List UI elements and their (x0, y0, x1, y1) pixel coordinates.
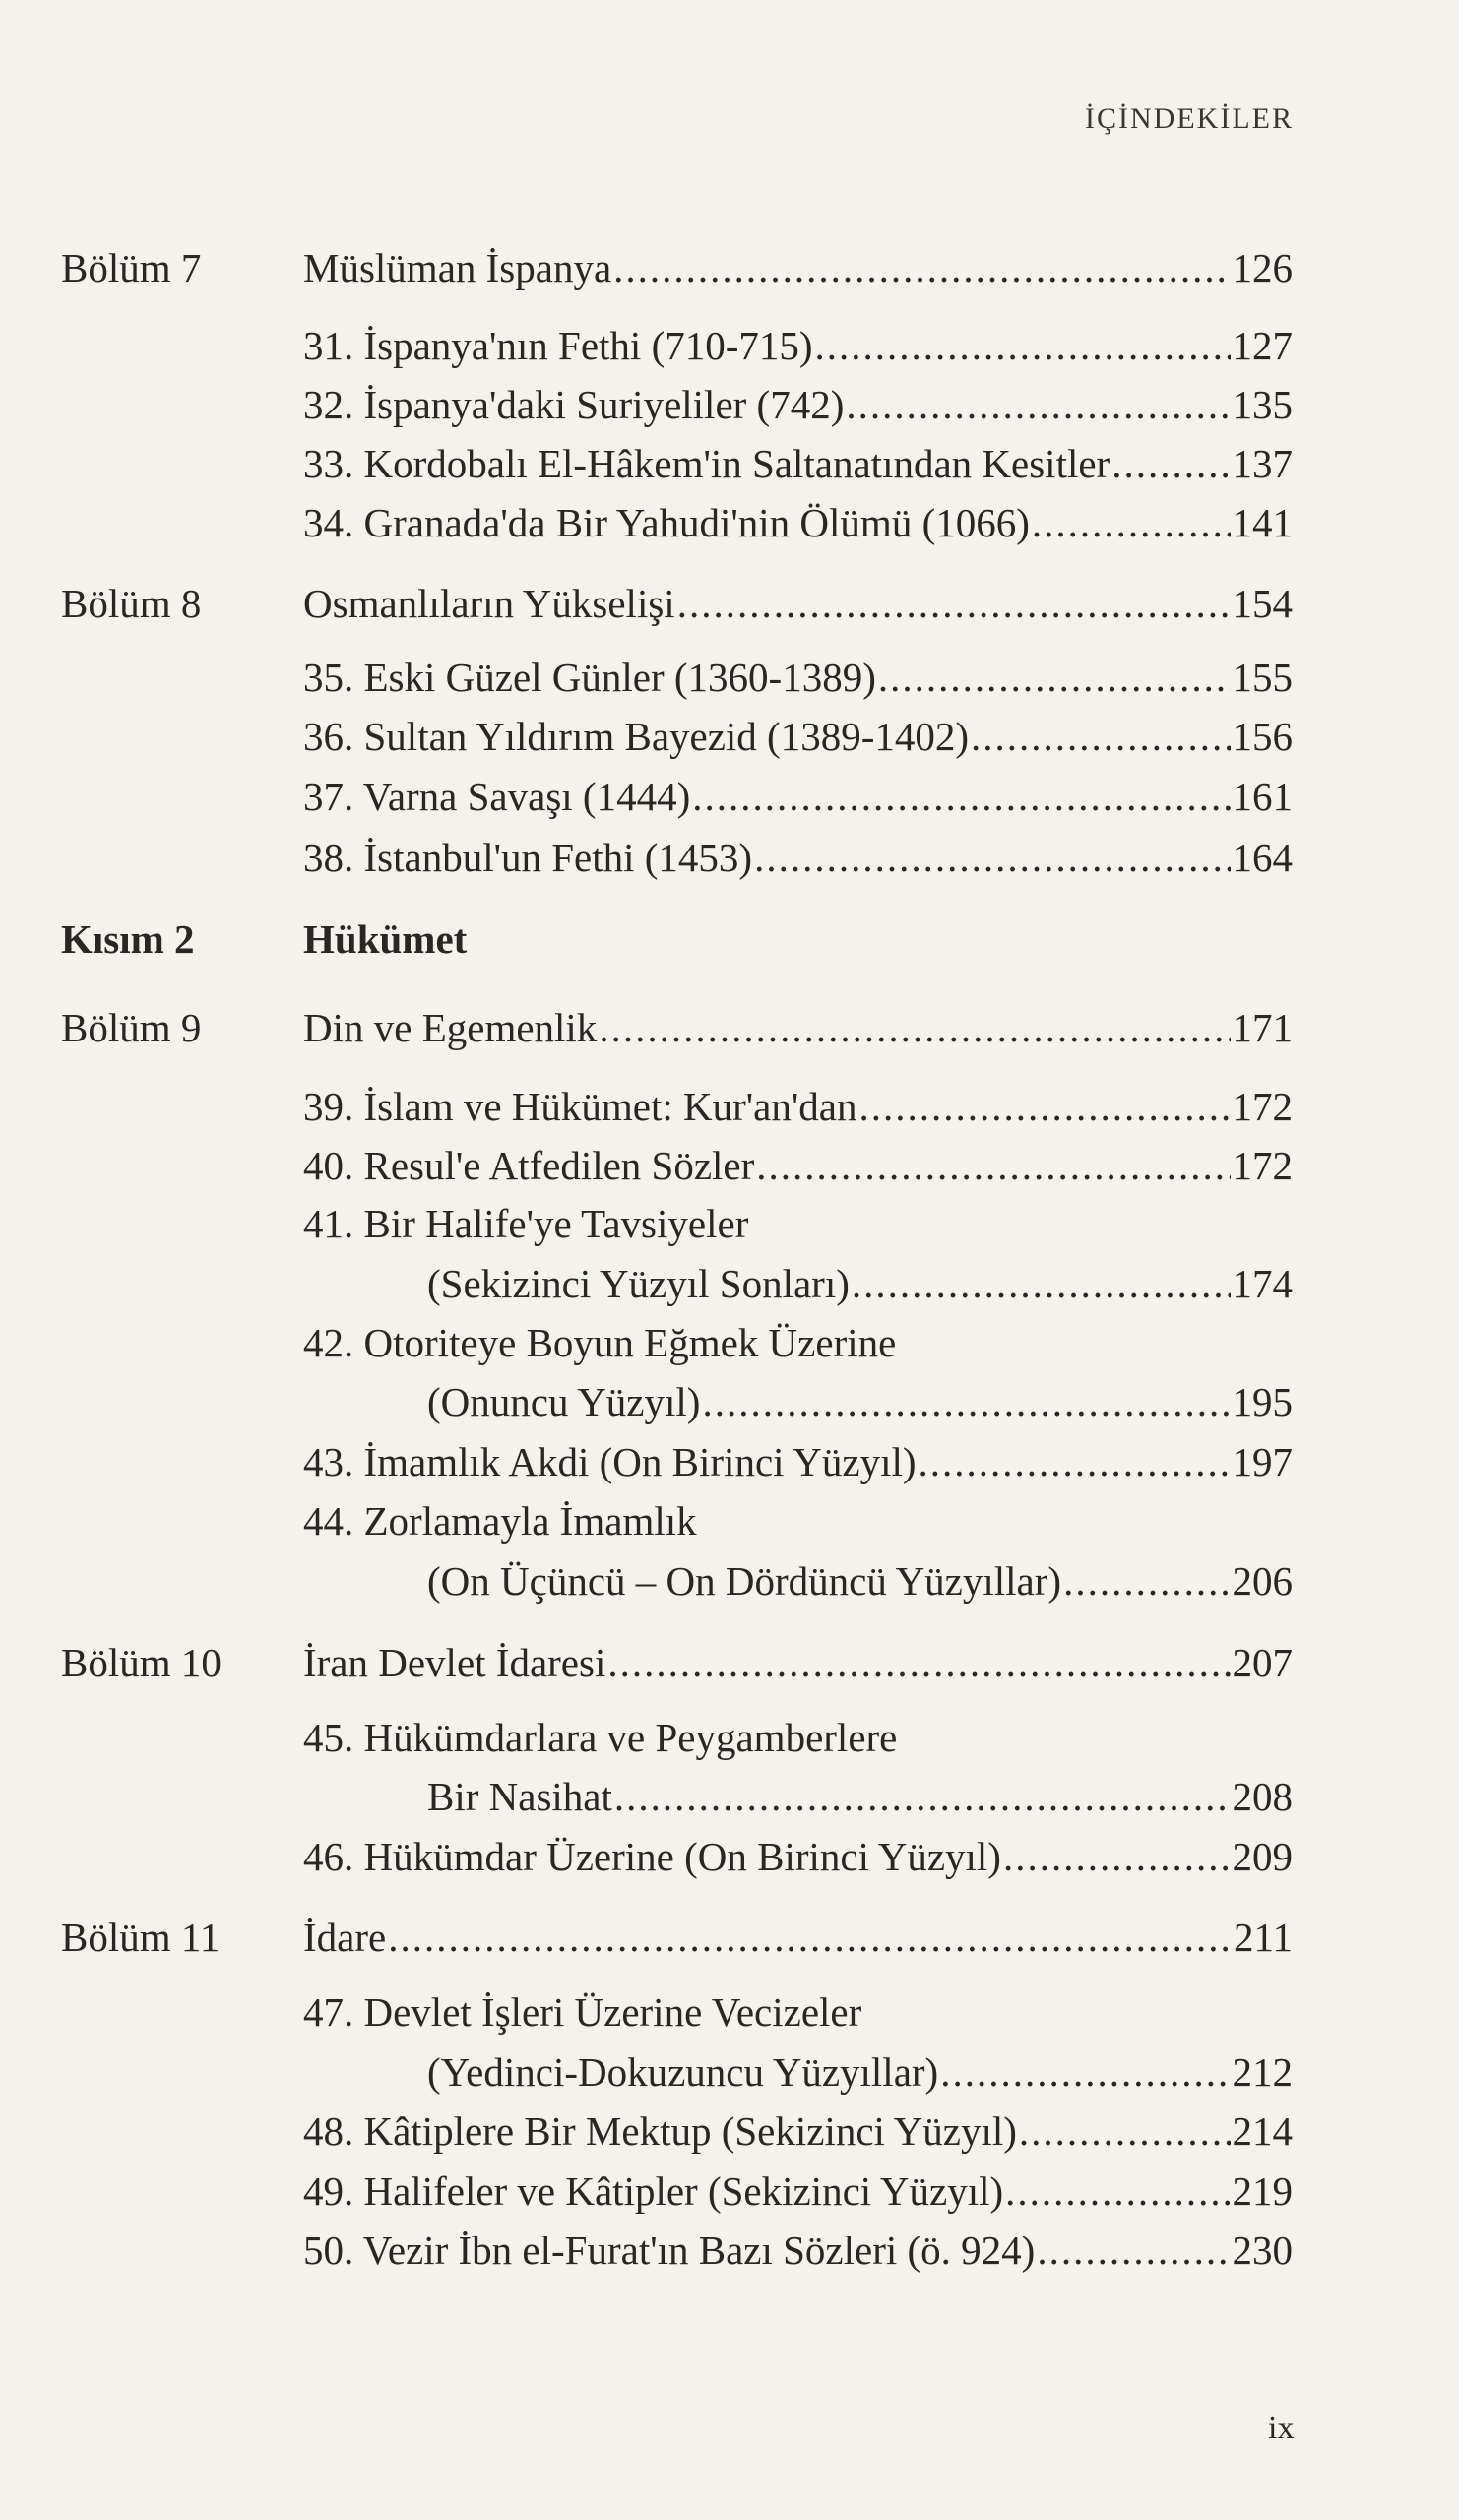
page-number: 161 (1232, 774, 1293, 819)
toc-row (0, 1984, 1459, 2040)
page-number: 154 (1232, 581, 1293, 626)
leader-dots (702, 1374, 1230, 1429)
toc-row (0, 1829, 1459, 1884)
leader-dots (852, 1256, 1231, 1311)
toc-row (0, 1635, 1459, 1690)
toc-row (0, 2223, 1459, 2278)
leader-dots (614, 1769, 1231, 1824)
leader-dots (1003, 1829, 1231, 1884)
leader-dots (599, 1000, 1230, 1055)
toc-entry-continuation[interactable] (427, 1374, 1293, 1429)
entry-title: 47. Devlet İşleri Üzerine Vecizeler (303, 1989, 862, 2035)
entry-title: 38. İstanbul'un Fethi (1453) (303, 835, 753, 880)
toc-row (0, 1315, 1459, 1370)
leader-dots (1037, 2223, 1230, 2278)
entry-title: 41. Bir Halife'ye Tavsiyeler (303, 1201, 749, 1246)
page-number: 172 (1232, 1084, 1293, 1129)
entry-title: 49. Halifeler ve Kâtipler (Sekizinci Yüzyıl) (303, 2169, 1004, 2214)
toc-entry[interactable] (303, 1984, 1293, 2040)
page-number: 197 (1232, 1439, 1293, 1484)
toc-entry[interactable] (303, 709, 1293, 764)
entry-title: Din ve Egemenlik (303, 1005, 598, 1050)
toc-row (0, 709, 1459, 764)
toc-row (0, 1196, 1459, 1251)
entry-title: 32. İspanya'daki Suriyeliler (742) (303, 382, 845, 427)
toc-entry[interactable] (303, 436, 1293, 491)
leader-dots (1005, 2164, 1230, 2219)
page-number: 230 (1232, 2228, 1293, 2273)
toc-entry[interactable] (303, 576, 1293, 631)
page-number: 207 (1232, 1640, 1293, 1685)
entry-title: 46. Hükümdar Üzerine (On Birinci Yüzyıl) (303, 1834, 1001, 1879)
page-number: 135 (1232, 382, 1293, 427)
toc-entry[interactable] (303, 1434, 1293, 1489)
entry-title: Müslüman İspanya (303, 245, 612, 290)
entry-title: 37. Varna Savaşı (1444) (303, 774, 691, 819)
leader-dots (1063, 1553, 1230, 1608)
entry-title: Osmanlıların Yükselişi (303, 581, 675, 626)
page-number: 206 (1232, 1558, 1293, 1604)
toc-entry[interactable] (303, 650, 1293, 705)
toc-row (0, 495, 1459, 550)
page-number: 214 (1232, 2109, 1293, 2154)
entry-title: 34. Granada'da Bir Yahudi'nin Ölümü (1066) (303, 500, 1030, 545)
chapter-label: Bölüm 10 (61, 1640, 222, 1685)
toc-entry[interactable] (303, 240, 1293, 295)
entry-title: 45. Hükümdarlara ve Peygamberlere (303, 1715, 898, 1760)
entry-title: (Onuncu Yüzyıl) (427, 1379, 701, 1424)
toc-row (0, 1079, 1459, 1134)
leader-dots (607, 1635, 1230, 1690)
page-number: 219 (1232, 2169, 1293, 2214)
entry-title: 31. İspanya'nın Fethi (710-715) (303, 323, 813, 368)
toc-row (0, 576, 1459, 631)
entry-title: 36. Sultan Yıldırım Bayezid (1389-1402) (303, 714, 970, 759)
page-number: 171 (1232, 1005, 1293, 1050)
page-number: 126 (1232, 245, 1293, 290)
toc-row (0, 830, 1459, 885)
entry-title: Hükümet (303, 916, 468, 962)
toc-row (0, 318, 1459, 373)
leader-dots (754, 830, 1230, 885)
toc-entry[interactable] (303, 1000, 1293, 1055)
toc-row (0, 436, 1459, 491)
leader-dots (1032, 495, 1231, 550)
toc-entry[interactable] (303, 1910, 1293, 1965)
page-number: 164 (1232, 835, 1293, 880)
entry-title: İdare (303, 1915, 387, 1960)
toc-row (0, 2104, 1459, 2159)
page-number: 156 (1232, 714, 1293, 759)
entry-title: (On Üçüncü – On Dördüncü Yüzyıllar) (427, 1558, 1062, 1604)
toc-entry[interactable] (303, 377, 1293, 432)
toc-row (0, 1769, 1459, 1824)
chapter-label: Bölüm 9 (61, 1005, 202, 1050)
page-number: 174 (1232, 1261, 1293, 1306)
toc-entry-continuation[interactable] (427, 2045, 1293, 2100)
toc-entry[interactable] (303, 2104, 1293, 2159)
page-number: 127 (1232, 323, 1293, 368)
leader-dots (388, 1910, 1232, 1965)
toc-entry[interactable] (303, 1829, 1293, 1884)
leader-dots (677, 576, 1231, 631)
toc-row (0, 1434, 1459, 1489)
toc-row (0, 1000, 1459, 1055)
chapter-label: Bölüm 11 (61, 1915, 221, 1960)
entry-title: 44. Zorlamayla İmamlık (303, 1498, 697, 1544)
toc-row (0, 1710, 1459, 1765)
toc-entry[interactable] (303, 495, 1293, 550)
entry-title: 50. Vezir İbn el-Furat'ın Bazı Sözleri (ö. 924) (303, 2228, 1036, 2273)
toc-entry-continuation[interactable] (427, 1769, 1293, 1824)
page-number: 141 (1232, 500, 1293, 545)
leader-dots (756, 1138, 1230, 1193)
toc-row (0, 1553, 1459, 1608)
toc-row (0, 240, 1459, 295)
toc-row (0, 1374, 1459, 1429)
toc-row (0, 650, 1459, 705)
leader-dots (919, 1434, 1231, 1489)
page-number: 195 (1232, 1379, 1293, 1424)
toc-entry[interactable] (303, 1315, 1293, 1370)
leader-dots (878, 650, 1231, 705)
page-number: 211 (1234, 1915, 1293, 1960)
leader-dots (846, 377, 1230, 432)
toc-row (0, 1493, 1459, 1548)
entry-title: 48. Kâtiplere Bir Mektup (Sekizinci Yüzyıl) (303, 2109, 1017, 2154)
toc-entry[interactable] (303, 769, 1293, 824)
toc-row (0, 1910, 1459, 1965)
part-label: Kısım 2 (61, 916, 195, 962)
toc-entry[interactable] (303, 1079, 1293, 1134)
toc-row (0, 912, 1459, 967)
toc-entry[interactable] (303, 1138, 1293, 1193)
entry-title: 40. Resul'e Atfedilen Sözler (303, 1143, 755, 1188)
page-number: 155 (1232, 655, 1293, 700)
chapter-label: Bölüm 8 (61, 581, 202, 626)
entry-title: 35. Eski Güzel Günler (1360-1389) (303, 655, 876, 700)
running-header: İÇİNDEKİLER (1085, 102, 1294, 135)
page-number: 212 (1232, 2049, 1293, 2095)
entry-title: Bir Nasihat (427, 1774, 612, 1819)
toc-entry[interactable] (303, 1710, 1293, 1765)
toc-entry[interactable] (303, 1196, 1293, 1251)
leader-dots (692, 769, 1230, 824)
leader-dots (971, 709, 1230, 764)
toc-row (0, 1256, 1459, 1311)
leader-dots (815, 318, 1231, 373)
leader-dots (940, 2045, 1230, 2100)
toc-row (0, 2045, 1459, 2100)
page-number: 209 (1232, 1834, 1293, 1879)
page-number: 137 (1232, 441, 1293, 486)
toc-entry[interactable] (303, 1635, 1293, 1690)
entry-title: 43. İmamlık Akdi (On Birinci Yüzyıl) (303, 1439, 917, 1484)
toc-row (0, 769, 1459, 824)
leader-dots (858, 1079, 1230, 1134)
leader-dots (1019, 2104, 1231, 2159)
toc-row (0, 377, 1459, 432)
entry-title: İran Devlet İdaresi (303, 1640, 606, 1685)
page-number: 208 (1232, 1774, 1293, 1819)
part-title[interactable] (303, 912, 1293, 967)
toc-entry[interactable] (303, 318, 1293, 373)
toc-entry[interactable] (303, 2164, 1293, 2219)
toc-entry[interactable] (303, 1493, 1293, 1548)
entry-title: (Sekizinci Yüzyıl Sonları) (427, 1261, 850, 1306)
chapter-label: Bölüm 7 (61, 245, 202, 290)
entry-title: 42. Otoriteye Boyun Eğmek Üzerine (303, 1320, 897, 1365)
toc-entry[interactable] (303, 2223, 1293, 2278)
toc-row (0, 2164, 1459, 2219)
entry-title: 33. Kordobalı El-Hâkem'in Saltanatından Kesitler (303, 441, 1110, 486)
toc-row (0, 1138, 1459, 1193)
toc-entry[interactable] (303, 830, 1293, 885)
leader-dots (613, 240, 1230, 295)
toc-entry-continuation[interactable] (427, 1256, 1293, 1311)
entry-title: 39. İslam ve Hükümet: Kur'an'dan (303, 1084, 857, 1129)
toc-entry-continuation[interactable] (427, 1553, 1293, 1608)
page-folio: ix (1268, 2410, 1295, 2446)
leader-dots (1111, 436, 1230, 491)
page-number: 172 (1232, 1143, 1293, 1188)
entry-title: (Yedinci-Dokuzuncu Yüzyıllar) (427, 2049, 939, 2095)
